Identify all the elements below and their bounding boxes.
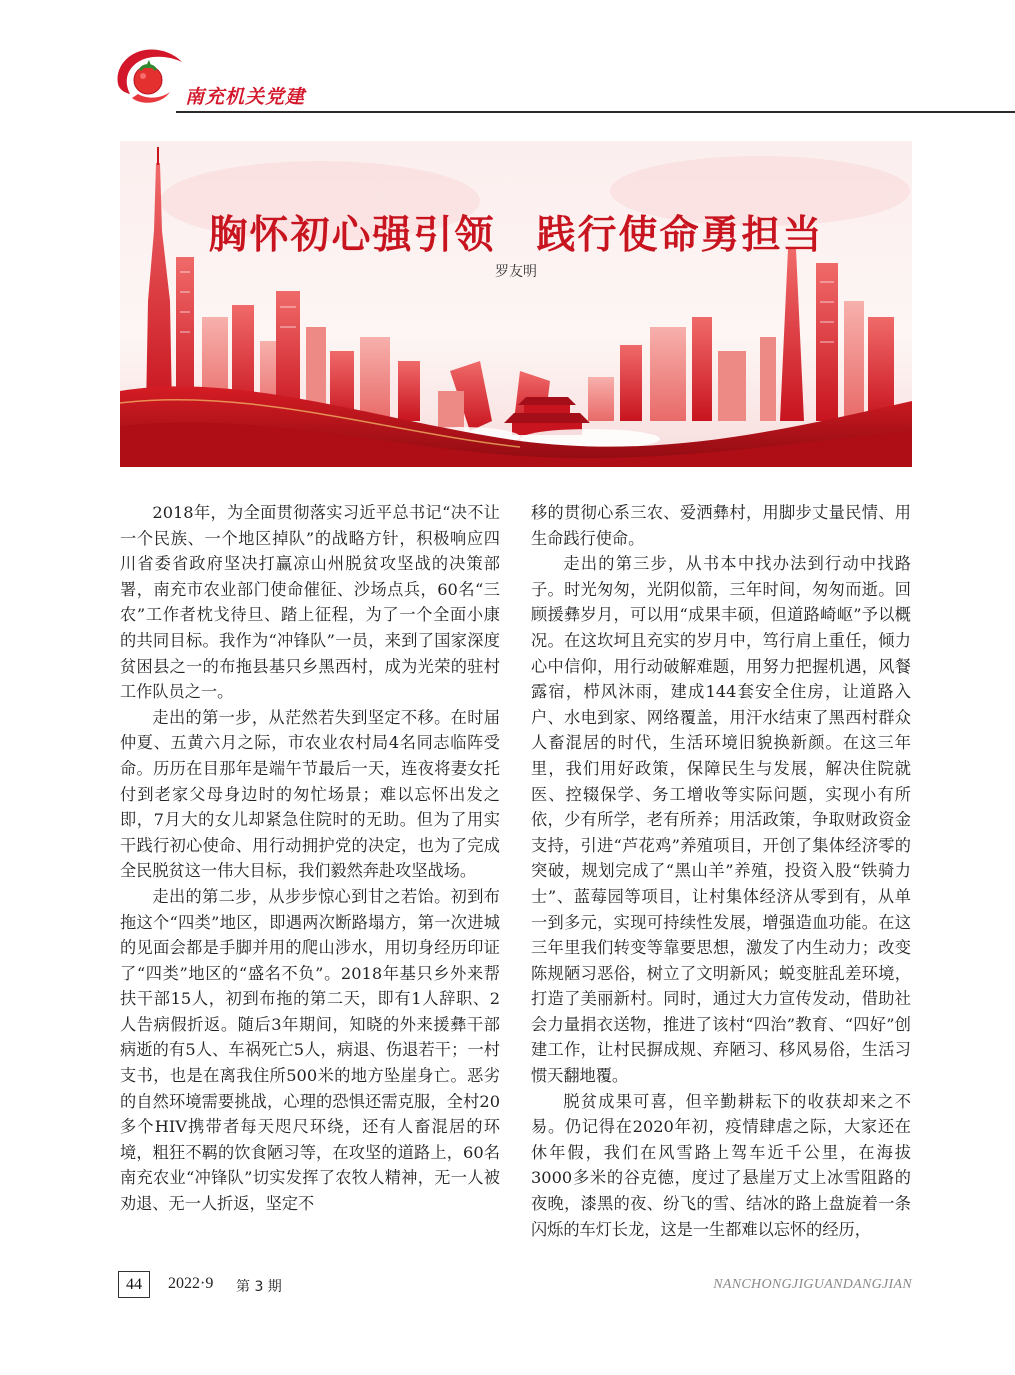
issue-date: 2022·9 xyxy=(168,1275,214,1292)
city-skyline-illustration xyxy=(120,141,912,467)
magazine-logo-icon xyxy=(112,40,184,112)
page-header xyxy=(0,0,1015,120)
article-title: 胸怀初心强引领 践行使命勇担当 xyxy=(208,212,824,258)
article-banner xyxy=(120,141,912,467)
header-divider xyxy=(176,111,1015,113)
magazine-name: 南充机关党建 xyxy=(185,86,306,108)
left-text-column xyxy=(120,500,500,1217)
paragraph: 走出的第一步，从茫然若失到坚定不移。在时届仲夏、五黄六月之际，市农业农村局4名同志临阵受命。历历在目那年是端午节最后一天，连夜将妻女托付到老家父母身边时的匆忙场景；难以忘怀出发之即，7月大的女儿却紧急住院时的无助。但为了用实干践行初心使命、用行动拥护党的决定，也为了完成全民脱贫这一伟大目标，我们毅然奔赴攻坚战场。 xyxy=(120,707,500,881)
issue-number: 第 3 期 xyxy=(236,1279,282,1295)
paragraph: 2018年，为全面贯彻落实习近平总书记“决不让一个民族、一个地区掉队”的战略方针，积极响应四川省委省政府坚决打赢凉山州脱贫攻坚战的决策部署，南充市农业部门使命催征、沙场点兵，60名“三农”工作者枕戈待旦、踏上征程，为了一个全面小康的共同目标。我作为“冲锋队”一员，来到了国家深度贫困县之一的布拖县基只乡黑西村，成为光荣的驻村工作队员之一。 xyxy=(120,503,500,702)
paragraph: 走出的第三步，从书本中找办法到行动中找路子。时光匆匆，光阴似箭，三年时间，匆匆而逝。回顾援彝岁月，可以用“成果丰硕，但道路崎岖”予以概况。在这坎坷且充实的岁月中，笃行肩上重任，倾力心中信仰，用行动破解难题，用努力把握机遇，风餐露宿，栉风沐雨，建成144套安全住房，让道路入户、水电到家、网络覆盖，用汗水结束了黑西村群众人畜混居的时代，生活环境旧貌换新颜。在这三年里，我们用好政策，保障民生与发展，解决住院就医、控辍保学、务工增收等实际问题，实现小有所依，少有所学，老有所养；用活政策，争取财政资金支持，引进“芦花鸡”养殖项目，开创了集体经济零的突破，规划完成了“黑山羊”养殖，投资入股“铁骑力士”、蓝莓园等项目，让村集体经济从零到有，从单一到多元，实现可持续性发展，增强造血功能。在这三年里我们转变等靠要思想，激发了内生动力；改变陈规陋习恶俗，树立了文明新风；蜕变脏乱差环境，打造了美丽新村。同时，通过大力宣传发动，借助社会力量捐衣送物，推进了该村“四治”教育、“四好”创建工作，让村民摒成规、弃陋习、移风易俗，生活习惯天翻地覆。 xyxy=(531,554,911,1086)
paragraph-continuation: 移的贯彻心系三农、爱洒彝村，用脚步丈量民情、用生命践行使命。 xyxy=(531,503,911,548)
right-text-column xyxy=(531,500,911,1242)
article-author: 罗友明 xyxy=(495,264,537,280)
footer-magazine-pinyin: NANCHONGJIGUANDANGJIAN xyxy=(713,1277,912,1292)
paragraph: 脱贫成果可喜，但辛勤耕耘下的收获却来之不易。仍记得在2020年初，疫情肆虐之际，大家还在休年假，我们在风雪路上驾车近千公里，在海拔3000多米的谷克德，度过了悬崖万丈上冰雪阻路的夜晚，漆黑的夜、纷飞的雪、结冰的路上盘旋着一条闪烁的车灯长龙，这是一生都难以忘怀的经历， xyxy=(531,1091,911,1239)
paragraph: 走出的第二步，从步步惊心到甘之若饴。初到布拖这个“四类”地区，即遇两次断路塌方，第一次进城的见面会都是手脚并用的爬山涉水，用切身经历印证了“四类”地区的“盛名不负”。2018年基只乡外来帮扶干部15人，初到布拖的第二天，即有1人辞职、2人告病假折返。随后3年期间，知晓的外来援彝干部病逝的有5人、车祸死亡5人，病退、伤退若干；一村支书，也是在离我住所500米的地方坠崖身亡。恶劣的自然环境需要挑战，心理的恐惧还需克服，全村20多个HIV携带者每天咫尺环绕，还有人畜混居的环境，粗狂不羁的饮食陋习等，在攻坚的道路上，60名南充农业“冲锋队”切实发挥了农牧人精神，无一人被劝退、无一人折返，坚定不 xyxy=(120,886,500,1214)
page-number: 44 xyxy=(118,1271,150,1298)
